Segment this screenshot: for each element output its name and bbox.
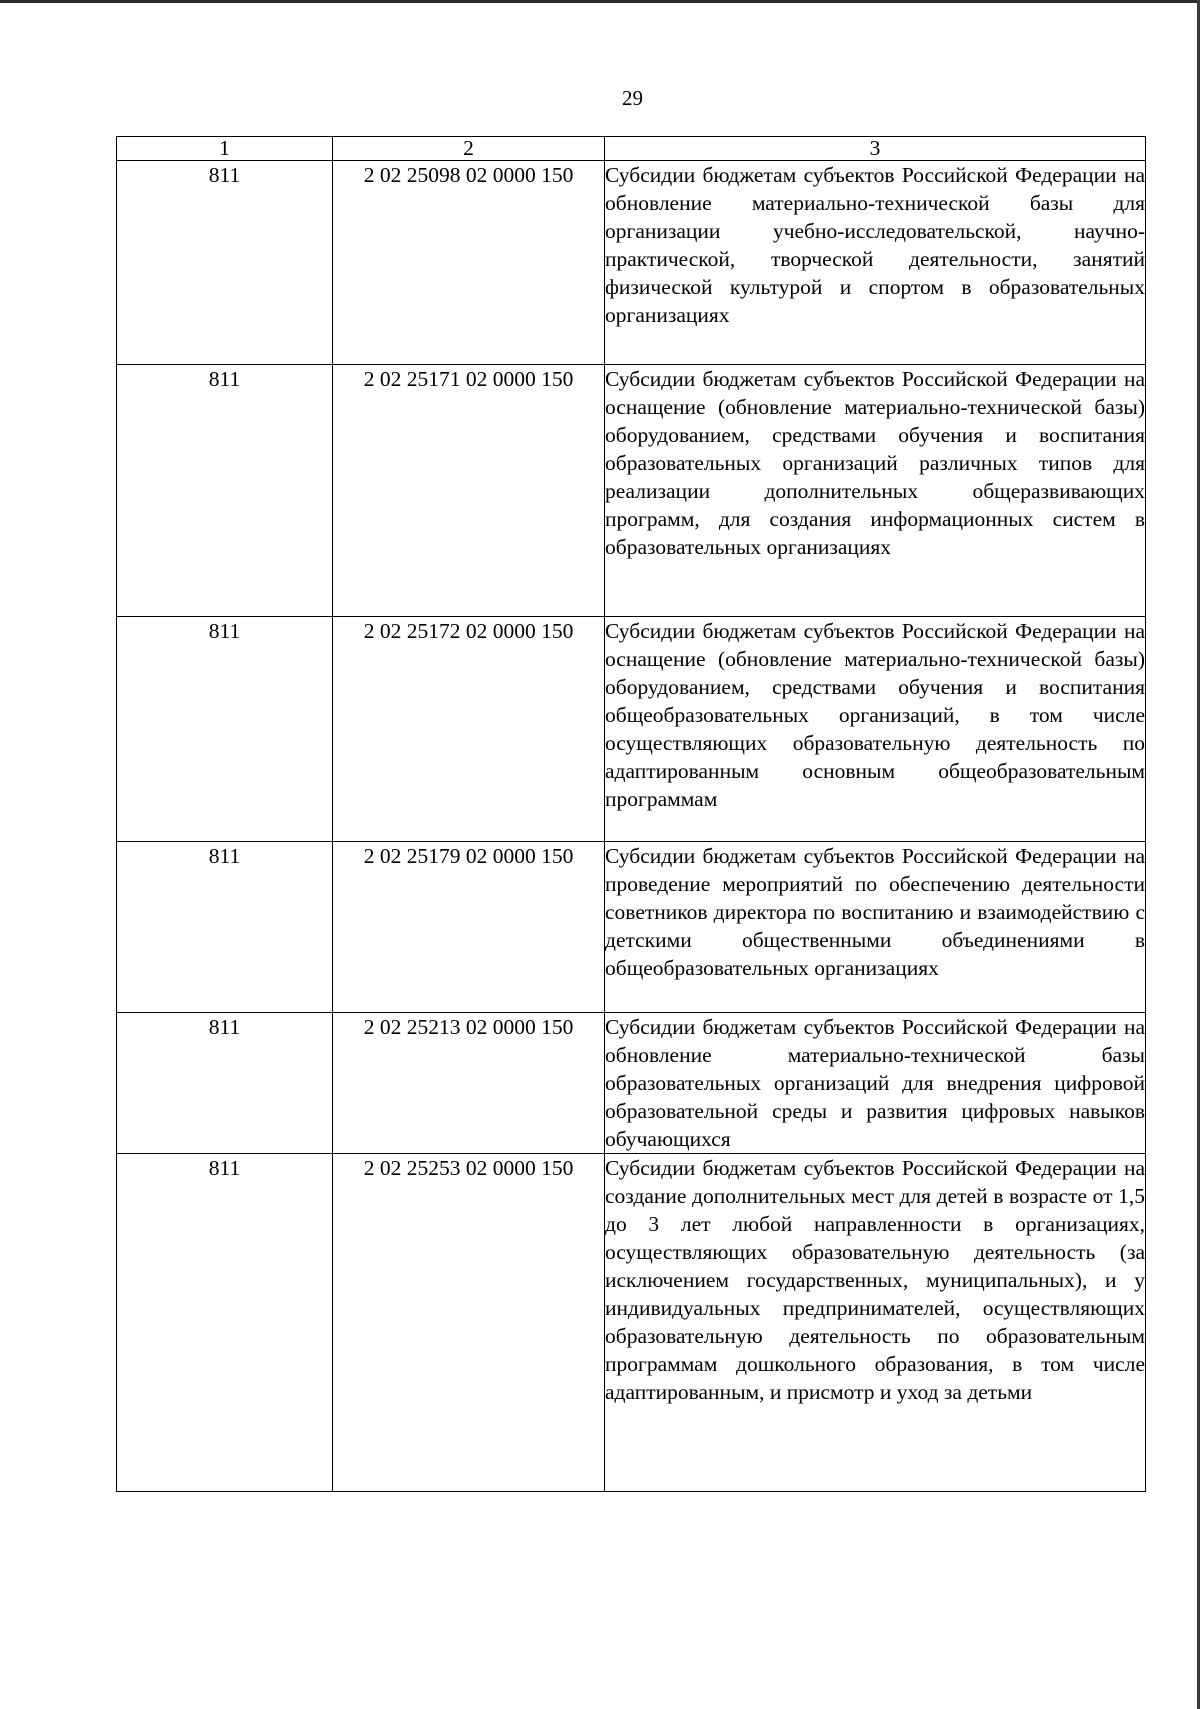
admin-code-cell: 811	[117, 1154, 333, 1492]
column-header-3: 3	[605, 137, 1146, 161]
budget-code-cell: 2 02 25098 02 0000 150	[333, 161, 605, 365]
table-row	[117, 1154, 1146, 1492]
table-row	[117, 1013, 1146, 1154]
income-name-cell: Субсидии бюджетам субъектов Российской Федерации на создание дополнительных мест для детей в возрасте от 1,5 до 3 лет любой направленности в организациях, осуществляющих образовательную деятельность (за исключением государственных, муниципальных), и у индивидуальных предпринимателей, осуществляющих образовательную деятельность по образовательным программам дошкольного образования, в том числе адаптированным, и присмотр и уход за детьми	[605, 1154, 1146, 1492]
page-number: 29	[622, 86, 643, 110]
scan-top-edge	[0, 0, 1200, 3]
budget-code-cell: 2 02 25213 02 0000 150	[333, 1013, 605, 1154]
admin-code-cell: 811	[117, 365, 333, 617]
admin-code-cell: 811	[117, 1013, 333, 1154]
income-name-cell: Субсидии бюджетам субъектов Российской Федерации на проведение мероприятий по обеспечению деятельности советников директора по воспитанию и взаимодействию с детскими общественными объединениями в общеобразовательных организациях	[605, 842, 1146, 1013]
budget-code-cell: 2 02 25179 02 0000 150	[333, 842, 605, 1013]
column-header-2: 2	[333, 137, 605, 161]
table-row	[117, 617, 1146, 842]
table-row	[117, 365, 1146, 617]
income-name-cell: Субсидии бюджетам субъектов Российской Федерации на обновление материально-технической базы образовательных организаций для внедрения цифровой образовательной среды и развития цифровых навыков обучающихся	[605, 1013, 1146, 1154]
admin-code-cell: 811	[117, 161, 333, 365]
budget-code-table	[116, 136, 1146, 1492]
budget-code-cell: 2 02 25253 02 0000 150	[333, 1154, 605, 1492]
admin-code-cell: 811	[117, 842, 333, 1013]
budget-code-cell: 2 02 25171 02 0000 150	[333, 365, 605, 617]
table-row	[117, 842, 1146, 1013]
column-header-1: 1	[117, 137, 333, 161]
admin-code-cell: 811	[117, 617, 333, 842]
income-name-cell: Субсидии бюджетам субъектов Российской Федерации на оснащение (обновление материально-технической базы) оборудованием, средствами обучения и воспитания общеобразовательных организаций, в том числе осуществляющих образовательную деятельность по адаптированным основным общеобразовательным программам	[605, 617, 1146, 842]
income-name-cell: Субсидии бюджетам субъектов Российской Федерации на обновление материально-технической базы для организации учебно-исследовательской, научно-практической, творческой деятельности, занятий физической культурой и спортом в образовательных организациях	[605, 161, 1146, 365]
income-name-cell: Субсидии бюджетам субъектов Российской Федерации на оснащение (обновление материально-технической базы) оборудованием, средствами обучения и воспитания образовательных организаций различных типов для реализации дополнительных общеразвивающих программ, для создания информационных систем в образовательных организациях	[605, 365, 1146, 617]
table-row	[117, 161, 1146, 365]
budget-code-cell: 2 02 25172 02 0000 150	[333, 617, 605, 842]
table-header-row	[117, 137, 1146, 161]
